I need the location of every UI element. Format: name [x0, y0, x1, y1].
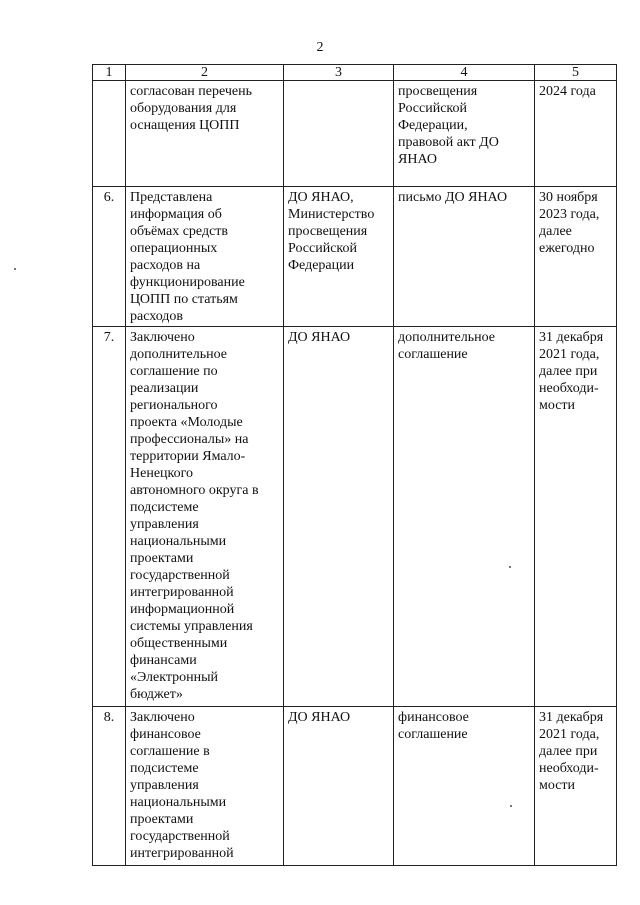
table-row: [93, 327, 617, 707]
table-row: [93, 81, 617, 187]
row-number: 6.: [93, 187, 126, 327]
row-number: 8.: [93, 707, 126, 866]
scan-speck: [510, 805, 512, 807]
column-header-2: 2: [126, 65, 284, 81]
column-header-4: 4: [394, 65, 535, 81]
deadline-cell: 31 декабря 2021 года, далее при необходи- мости: [535, 327, 617, 707]
deadline-cell: 2024 года: [535, 81, 617, 187]
responsible-cell: ДО ЯНАО: [284, 327, 394, 707]
responsible-cell: ДО ЯНАО, Министерство просвещения Российской Федерации: [284, 187, 394, 327]
event-cell: согласован перечень оборудования для оснащения ЦОПП: [126, 81, 284, 187]
page-number: 2: [316, 40, 324, 55]
event-cell: Заключено финансовое соглашение в подсистеме управления национальными проектами государственной интегрированной: [126, 707, 284, 866]
scan-speck: [14, 268, 16, 270]
table-row: [93, 707, 617, 866]
row-number: 7.: [93, 327, 126, 707]
row-number: [93, 81, 126, 187]
table-row: [93, 187, 617, 327]
document-cell: дополнительное соглашение: [394, 327, 535, 707]
responsible-cell: [284, 81, 394, 187]
document-cell: финансовое соглашение: [394, 707, 535, 866]
document-cell: письмо ДО ЯНАО: [394, 187, 535, 327]
scan-speck: [509, 566, 511, 568]
responsible-cell: ДО ЯНАО: [284, 707, 394, 866]
table-header-row: [93, 65, 617, 81]
event-cell: Заключено дополнительное соглашение по реализации регионального проекта «Молодые профессионалы» на территории Ямало- Ненецкого автономного округа в подсистеме управления национальными проектами государственной интегрированной информационной системы управления общественными финансами «Электронный бюджет»: [126, 327, 284, 707]
events-table: [92, 64, 617, 866]
deadline-cell: 31 декабря 2021 года, далее при необходи- мости: [535, 707, 617, 866]
column-header-5: 5: [535, 65, 617, 81]
deadline-cell: 30 ноября 2023 года, далее ежегодно: [535, 187, 617, 327]
column-header-3: 3: [284, 65, 394, 81]
event-cell: Представлена информация об объёмах средств операционных расходов на функционирование ЦОПП по статьям расходов: [126, 187, 284, 327]
document-cell: просвещения Российской Федерации, правовой акт ДО ЯНАО: [394, 81, 535, 187]
column-header-1: 1: [93, 65, 126, 81]
